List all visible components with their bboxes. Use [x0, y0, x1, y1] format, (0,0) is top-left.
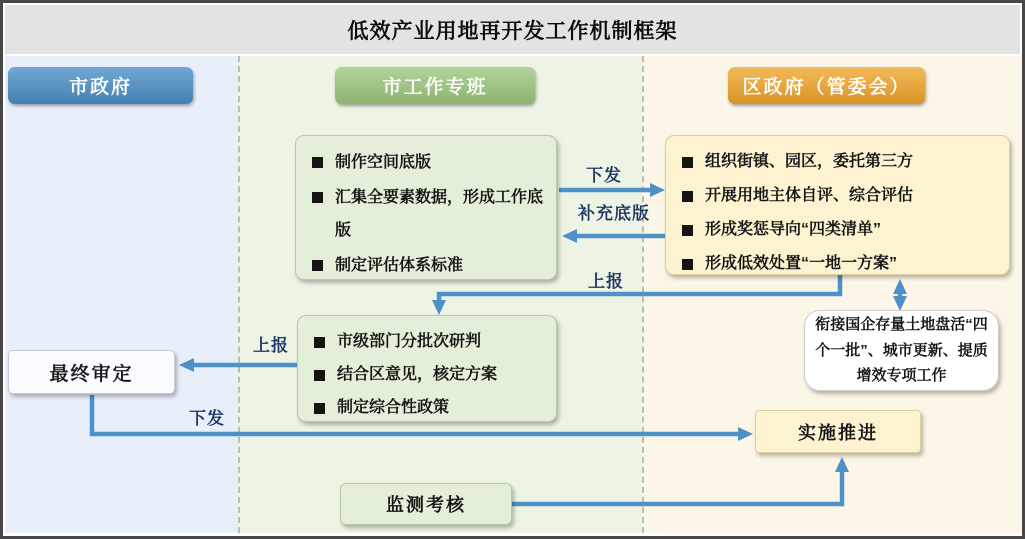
- implementation-box: 实施推进: [755, 410, 921, 453]
- arrow-label-issue-top: 下发: [586, 166, 622, 185]
- lane-city-government: [5, 56, 238, 533]
- lane-divider-right: [642, 56, 644, 533]
- lane-divider-left: [238, 56, 240, 533]
- list-item: 制定评估体系标准: [304, 249, 548, 282]
- list-item: 形成低效处置“一地一方案”: [674, 248, 1001, 280]
- bullet-square-icon: [682, 225, 693, 236]
- list-item: 开展用地主体自评、综合评估: [674, 180, 1001, 212]
- city-review-task-list: [298, 316, 556, 433]
- list-item: 形成奖惩导向“四类清单”: [674, 214, 1001, 246]
- arrow-label-issue-bottom: 下发: [189, 409, 225, 428]
- list-item: 制作空间底版: [304, 146, 548, 179]
- bullet-square-icon: [682, 191, 693, 202]
- bullet-square-icon: [312, 192, 323, 203]
- lane-header-city-gov: 市政府: [8, 67, 193, 104]
- list-item: 汇集全要素数据，形成工作底版: [304, 181, 548, 247]
- arrow-label-report-right: 上报: [588, 272, 624, 291]
- bullet-square-icon: [314, 403, 325, 414]
- lane-city-taskforce: [238, 56, 642, 533]
- arrow-label-supplement: 补充底版: [578, 204, 650, 223]
- arrow-label-report-left: 上报: [253, 336, 289, 355]
- list-item: 组织街镇、园区，委托第三方: [674, 146, 1001, 178]
- base-map-task-list: [296, 136, 556, 292]
- page-title: 低效产业用地再开发工作机制框架: [5, 5, 1020, 54]
- bullet-square-icon: [314, 337, 325, 348]
- lane-header-district-gov: 区政府（管委会）: [728, 67, 925, 104]
- list-item: 制定综合性政策: [306, 392, 548, 423]
- bullet-square-icon: [312, 157, 323, 168]
- district-task-list: [666, 136, 1009, 290]
- lane-header-taskforce: 市工作专班: [335, 67, 535, 104]
- base-map-tasks-box: [295, 135, 557, 280]
- list-item: 市级部门分批次研判: [306, 326, 548, 357]
- linkage-work-box: 衔接国企存量土地盘活“四个一批”、城市更新、提质增效专项工作: [804, 310, 999, 391]
- bullet-square-icon: [682, 259, 693, 270]
- bullet-square-icon: [314, 370, 325, 381]
- monitoring-box: 监测考核: [340, 483, 512, 525]
- bullet-square-icon: [682, 157, 693, 168]
- city-review-tasks-box: [297, 315, 557, 422]
- lane-district-government: [642, 56, 1022, 533]
- bullet-square-icon: [312, 260, 323, 271]
- final-approval-box: 最终审定: [8, 350, 175, 394]
- district-tasks-box: [665, 135, 1010, 275]
- list-item: 结合区意见，核定方案: [306, 359, 548, 390]
